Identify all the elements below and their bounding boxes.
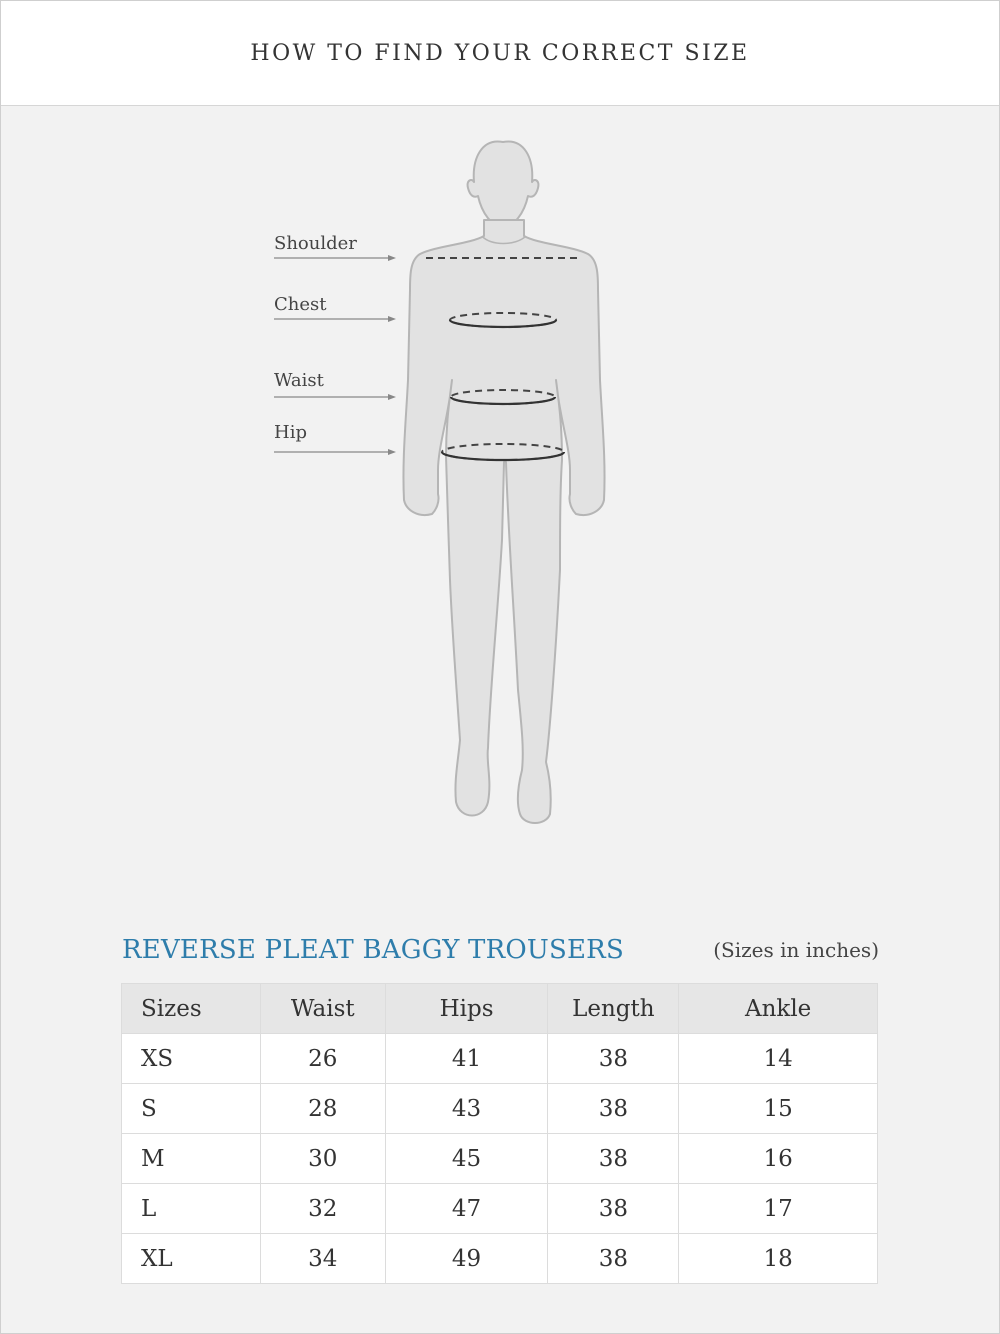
ankle-cell: 18 [679,1234,878,1284]
column-header: Sizes [122,984,261,1034]
table-row [122,1134,878,1184]
waist-label: Waist [274,370,324,391]
waist-cell: 32 [260,1184,385,1234]
column-header: Waist [260,984,385,1034]
hips-cell: 47 [385,1184,548,1234]
size-cell: L [122,1184,261,1234]
hips-cell: 45 [385,1134,548,1184]
hips-cell: 43 [385,1084,548,1134]
column-header: Length [548,984,679,1034]
torso-and-legs [403,220,604,823]
length-cell: 38 [548,1234,679,1284]
head [468,141,539,228]
length-cell: 38 [548,1084,679,1134]
units-note: (Sizes in inches) [713,938,879,962]
size-cell: XS [122,1034,261,1084]
column-header: Ankle [679,984,878,1034]
shoulder-label: Shoulder [274,233,357,254]
ankle-cell: 14 [679,1034,878,1084]
size-cell: S [122,1084,261,1134]
table-row [122,1234,878,1284]
chest-label: Chest [274,294,327,315]
table-header-row [122,984,878,1034]
table-row [122,1184,878,1234]
size-cell: XL [122,1234,261,1284]
hip-label: Hip [274,422,307,443]
length-cell: 38 [548,1184,679,1234]
table-row [122,1084,878,1134]
measurement-diagram [260,130,640,830]
table-title: REVERSE PLEAT BAGGY TROUSERS [122,935,624,965]
page-title: HOW TO FIND YOUR CORRECT SIZE [250,40,750,66]
hips-cell: 41 [385,1034,548,1084]
waist-cell: 26 [260,1034,385,1084]
waist-cell: 30 [260,1134,385,1184]
column-header: Hips [385,984,548,1034]
ankle-cell: 16 [679,1134,878,1184]
size-table [121,983,878,1284]
ankle-cell: 15 [679,1084,878,1134]
table-row [122,1034,878,1084]
size-cell: M [122,1134,261,1184]
header [1,1,999,106]
length-cell: 38 [548,1034,679,1084]
waist-cell: 28 [260,1084,385,1134]
hips-cell: 49 [385,1234,548,1284]
length-cell: 38 [548,1134,679,1184]
ankle-cell: 17 [679,1184,878,1234]
waist-cell: 34 [260,1234,385,1284]
